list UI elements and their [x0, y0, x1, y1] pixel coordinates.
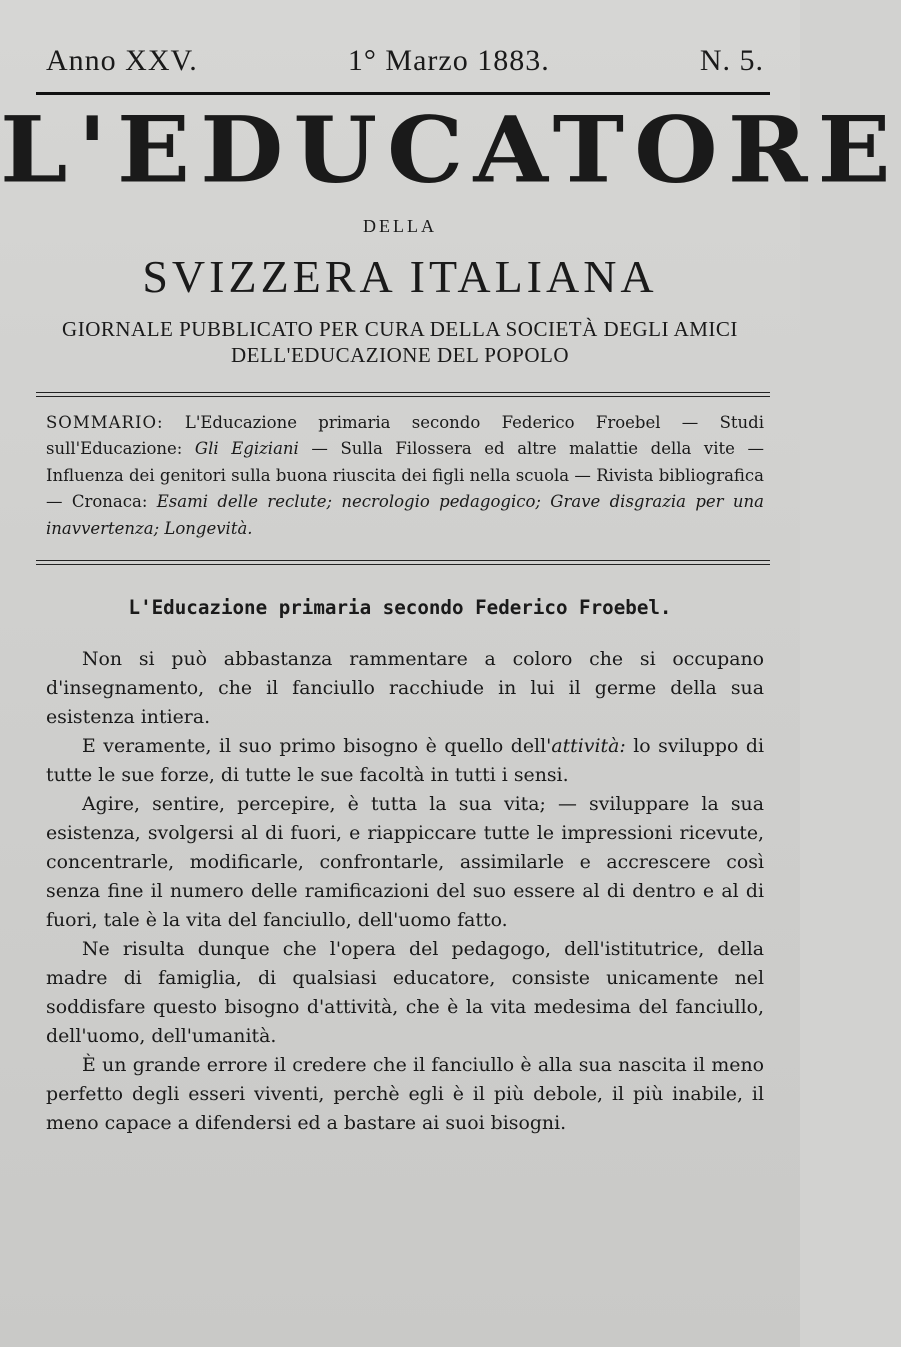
paragraph-4: Ne risulta dunque che l'opera del pedagogo, dell'istitutrice, della madre di famiglia, di qualsiasi educatore, consiste unicamente nel soddisfare questo bisogno d'attività, che è la vita medesima del fanciullo, dell'uomo, dell'umanità.	[46, 938, 764, 1047]
article-title: L'Educazione primaria secondo Federico Froebel.	[128, 596, 672, 619]
masthead-description	[0, 316, 800, 368]
paragraph-2	[46, 732, 764, 790]
paragraph-1: Non si può abbastanza rammentare a coloro che si occupano d'insegnamento, che il fanciullo racchiude in lui il germe della sua esistenza intiera.	[46, 648, 764, 728]
sommario-bottom-rule	[36, 560, 770, 561]
table-of-contents	[46, 410, 764, 542]
paragraph-5: È un grande errore il credere che il fanciullo è alla sua nascita il meno perfetto degli esseri viventi, perchè egli è il più debole, il più inabile, il meno capace a difendersi ed a bastare ai suoi bisogni.	[46, 1054, 764, 1134]
article-body	[46, 645, 764, 1138]
masthead-subtitle: SVIZZERA ITALIANA	[142, 251, 658, 302]
issue-number: N. 5.	[699, 44, 764, 77]
masthead-della: DELLA	[363, 216, 437, 236]
issue-year: Anno XXV.	[46, 44, 198, 77]
sommario-text-3: — Sulla Filossera ed altre malattie della vite — Influenza dei genitori sulla buona riuscita dei figli nella scuola — Rivista bibliografica — Cronaca:	[46, 439, 764, 512]
paragraph-2-b: lo sviluppo di tutte le sue forze, di tutte le sue facoltà in tutti i sensi.	[46, 735, 764, 786]
sommario-label: SOMMARIO:	[46, 413, 164, 432]
sommario-text-2: Gli Egiziani	[194, 439, 299, 459]
sommario-bottom-rule-2	[36, 564, 770, 565]
masthead-title: L'EDUCATORE	[0, 95, 901, 204]
sommario-text-1: L'Educazione primaria secondo Federico Froebel — Studi sull'Educazione:	[46, 413, 764, 459]
sommario-top-rule-2	[36, 396, 770, 397]
sommario-text-4: Esami delle reclute; necrologio pedagogico; Grave disgrazia per una inavvertenza; Longevità.	[46, 492, 764, 538]
issue-header	[46, 44, 764, 78]
sommario-top-rule	[36, 392, 770, 393]
description-line-1: GIORNALE PUBBLICATO PER CURA DELLA SOCIETÀ DEGLI AMICI	[62, 317, 738, 341]
description-line-2: DELL'EDUCAZIONE DEL POPOLO	[231, 343, 569, 367]
paragraph-2-a: E veramente, il suo primo bisogno è quello dell'	[82, 735, 552, 757]
issue-date: 1° Marzo 1883.	[347, 44, 550, 77]
paragraph-3: Agire, sentire, percepire, è tutta la sua vita; — sviluppare la sua esistenza, svolgersi al di fuori, e riappiccare tutte le impressioni ricevute, concentrarle, modificarle, confrontarle, assimilarle e accrescere così senza fine il numero delle ramificazioni del suo essere al di dentro e al di fuori, tale è la vita del fanciullo, dell'uomo fatto.	[46, 793, 764, 931]
header-rule	[36, 92, 770, 95]
paragraph-2-emphasis: attività:	[551, 735, 626, 757]
